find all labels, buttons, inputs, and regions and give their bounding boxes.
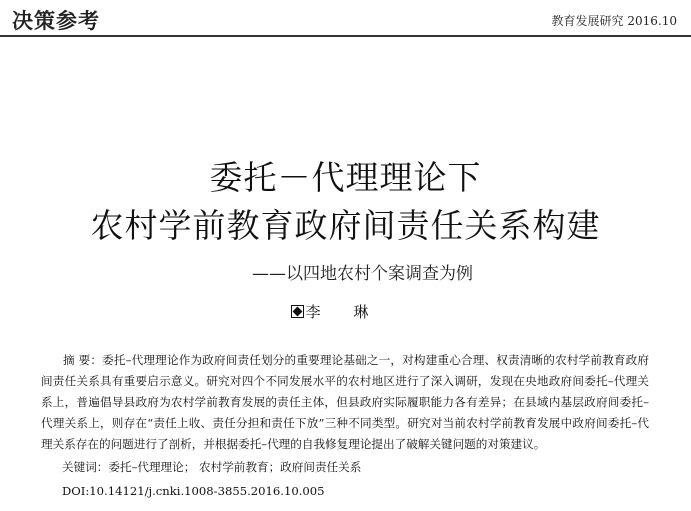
journal-issue-info: 教育发展研究 2016.10 — [551, 14, 677, 28]
keywords: 关键词：委托–代理理论； 农村学前教育；政府间责任关系 — [62, 460, 362, 474]
abstract: 摘 要：委托–代理理论作为政府间责任划分的重要理论基础之一，对构建重心合理、权责清晰的农村学前教育政府间责任关系具有重要启示意义。研究对四个不同发展水平的农村地区进行了深入调研，发现在央地政府间委托–代理关系上，普遍倡导县政府为农村学前教育发展的责任主体，但县政府实际履职能力各有差异；在县域内基层政府间委托–代理关系上，则存在“责任上收、责任分担和责任下放”三种不同类型。研究对当前农村学前教育发展中政府间委托–代理关系存在的问题进行了剖析，并根据委托–代理的自我修复理论提出了破解关键问题的对策建议。 — [41, 353, 649, 451]
header-rule — [0, 35, 691, 37]
article-title-line-2: 农村学前教育政府间责任关系构建 — [90, 206, 601, 245]
doi: DOI:10.14121/j.cnki.1008-3855.2016.10.005 — [62, 484, 325, 498]
page-header — [0, 0, 691, 36]
author-name: 李 琳 — [305, 303, 383, 321]
section-name: 决策参考 — [12, 9, 100, 33]
author-line — [0, 301, 691, 322]
author-diamond-icon — [291, 305, 304, 318]
article-title-line-1: 委托－代理理论下 — [209, 158, 482, 197]
article-subtitle: ——以四地农村个案调查为例 — [252, 264, 473, 284]
